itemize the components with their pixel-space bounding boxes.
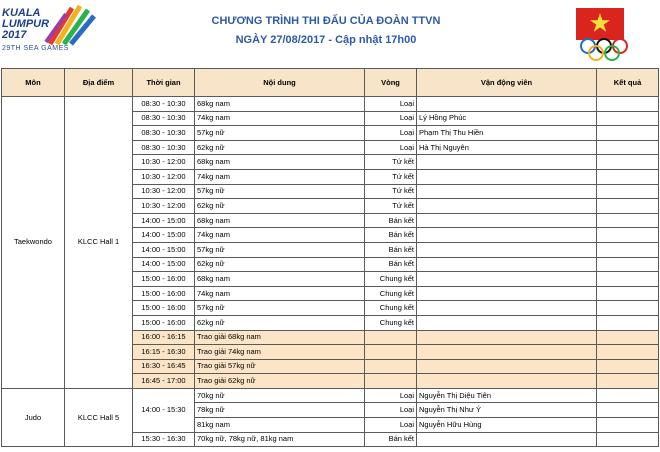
col-header-round: Vòng [365,69,417,97]
venue-cell: KLCC Hall 1 [65,97,133,389]
athlete-cell [417,301,597,316]
time-cell: 08:30 - 10:30 [133,140,195,155]
result-cell [597,286,659,301]
vietnam-flag-olympic-rings-icon [572,6,656,64]
athlete-cell [417,257,597,272]
round-cell: Bán kết [365,257,417,272]
result-cell [597,126,659,141]
event-cell: 62kg nữ [195,140,365,155]
round-cell: Tứ kết [365,184,417,199]
athlete-cell [417,286,597,301]
event-cell: 57kg nữ [195,184,365,199]
page-title: CHƯƠNG TRÌNH THI ĐẤU CỦA ĐOÀN TTVN [211,15,441,27]
round-cell [365,345,417,360]
athlete-cell [417,155,597,170]
logo-text [2,8,49,41]
event-cell: 74kg nam [195,228,365,243]
result-cell [597,199,659,214]
logo-subtext: 29TH SEA GAMES [2,45,69,52]
result-cell [597,242,659,257]
result-cell [597,169,659,184]
athlete-cell [417,374,597,389]
result-cell [597,228,659,243]
round-cell: Loại [365,388,417,403]
athlete-cell [417,242,597,257]
page-subtitle: NGÀY 27/08/2017 - Cập nhật 17h00 [235,34,417,46]
athlete-cell [417,330,597,345]
col-header-time: Thời gian [133,69,195,97]
time-cell: 14:00 - 15:00 [133,213,195,228]
event-cell: 57kg nữ [195,126,365,141]
result-cell [597,301,659,316]
result-cell [597,140,659,155]
result-cell [597,388,659,403]
schedule-table [1,68,659,447]
time-cell: 08:30 - 10:30 [133,126,195,141]
time-cell: 15:00 - 16:00 [133,301,195,316]
result-cell [597,315,659,330]
result-cell [597,272,659,287]
athlete-cell: Phạm Thị Thu Hiền [417,126,597,141]
round-cell: Chung kết [365,301,417,316]
table-row [2,388,659,403]
time-cell: 10:30 - 12:00 [133,155,195,170]
athlete-cell [417,184,597,199]
result-cell [597,184,659,199]
table-header-row [2,69,659,97]
logo-line-2: LUMPUR [2,18,50,30]
athlete-cell: Lý Hồng Phúc [417,111,597,126]
result-cell [597,359,659,374]
event-cell: 68kg nam [195,272,365,287]
time-cell: 10:30 - 12:00 [133,184,195,199]
round-cell [365,374,417,389]
event-cell: 62kg nữ [195,315,365,330]
result-cell [597,97,659,112]
event-cell: 74kg nam [195,286,365,301]
round-cell: Chung kết [365,286,417,301]
athlete-cell [417,345,597,360]
event-cell: 74kg nam [195,169,365,184]
logo-line-1: KUALA [2,7,41,19]
athlete-cell: Nguyễn Thị Như Ý [417,403,597,418]
athlete-cell [417,97,597,112]
athlete-cell [417,213,597,228]
round-cell: Loại [365,140,417,155]
round-cell: Chung kết [365,315,417,330]
round-cell: Tứ kết [365,199,417,214]
round-cell: Loại [365,111,417,126]
time-cell: 08:30 - 10:30 [133,97,195,112]
event-cell: 68kg nam [195,97,365,112]
result-cell [597,403,659,418]
round-cell: Loại [365,97,417,112]
result-cell [597,345,659,360]
result-cell [597,213,659,228]
col-header-venue: Địa điểm [65,69,133,97]
sport-cell: Taekwondo [2,97,65,389]
event-cell: 74kg nam [195,111,365,126]
event-cell: 70kg nữ [195,388,365,403]
time-cell: 14:00 - 15:00 [133,242,195,257]
round-cell: Tứ kết [365,169,417,184]
round-cell: Loại [365,126,417,141]
time-cell: 16:15 - 16:30 [133,345,195,360]
athlete-cell: Hà Thị Nguyên [417,140,597,155]
result-cell [597,330,659,345]
event-cell: 81kg nam [195,418,365,433]
sport-cell: Judo [2,388,65,446]
athlete-cell [417,315,597,330]
athlete-cell [417,272,597,287]
athlete-cell [417,199,597,214]
event-cell: 70kg nữ, 78kg nữ, 81kg nam [195,432,365,447]
round-cell: Loại [365,403,417,418]
round-cell: Bán kết [365,242,417,257]
event-cell: Trao giải 62kg nữ [195,374,365,389]
time-cell: 10:30 - 12:00 [133,169,195,184]
round-cell [365,359,417,374]
event-cell: Trao giải 74kg nam [195,345,365,360]
event-cell: 68kg nam [195,155,365,170]
time-cell: 16:00 - 16:15 [133,330,195,345]
event-cell: 62kg nữ [195,199,365,214]
athlete-cell [417,432,597,447]
page-header [0,0,660,66]
athlete-cell [417,169,597,184]
time-cell: 14:00 - 15:00 [133,257,195,272]
time-cell: 15:00 - 16:00 [133,286,195,301]
logo-line-3: 2017 [2,29,27,41]
time-cell: 08:30 - 10:30 [133,111,195,126]
result-cell [597,432,659,447]
result-cell [597,257,659,272]
time-cell: 16:45 - 17:00 [133,374,195,389]
round-cell [365,330,417,345]
event-cell: Trao giải 57kg nữ [195,359,365,374]
event-cell: 68kg nam [195,213,365,228]
athlete-cell: Nguyễn Thị Diệu Tiên [417,388,597,403]
result-cell [597,418,659,433]
athlete-cell [417,359,597,374]
time-cell: 10:30 - 12:00 [133,199,195,214]
event-cell: 78kg nữ [195,403,365,418]
result-cell [597,374,659,389]
venue-cell: KLCC Hall 5 [65,388,133,446]
athlete-cell [417,228,597,243]
event-cell: 62kg nữ [195,257,365,272]
table-row [2,97,659,112]
event-cell: Trao giải 68kg nam [195,330,365,345]
round-cell: Chung kết [365,272,417,287]
round-cell: Bán kết [365,432,417,447]
time-cell: 16:30 - 16:45 [133,359,195,374]
event-cell: 57kg nữ [195,301,365,316]
athlete-cell: Nguyễn Hữu Hùng [417,418,597,433]
col-header-sport: Môn [2,69,65,97]
round-cell: Bán kết [365,228,417,243]
round-cell: Loại [365,418,417,433]
col-header-athlete: Vận động viên [417,69,597,97]
time-cell: 14:00 - 15:00 [133,228,195,243]
col-header-result: Kết quả [597,69,659,97]
event-cell: 57kg nữ [195,242,365,257]
result-cell [597,111,659,126]
round-cell: Tứ kết [365,155,417,170]
result-cell [597,155,659,170]
time-cell: 15:30 - 16:30 [133,432,195,447]
sea-games-logo [2,4,96,54]
time-cell: 14:00 - 15:30 [133,388,195,432]
time-cell: 15:00 - 16:00 [133,315,195,330]
time-cell: 15:00 - 16:00 [133,272,195,287]
col-header-event: Nội dung [195,69,365,97]
olympic-committee-logo [572,6,656,64]
round-cell: Bán kết [365,213,417,228]
